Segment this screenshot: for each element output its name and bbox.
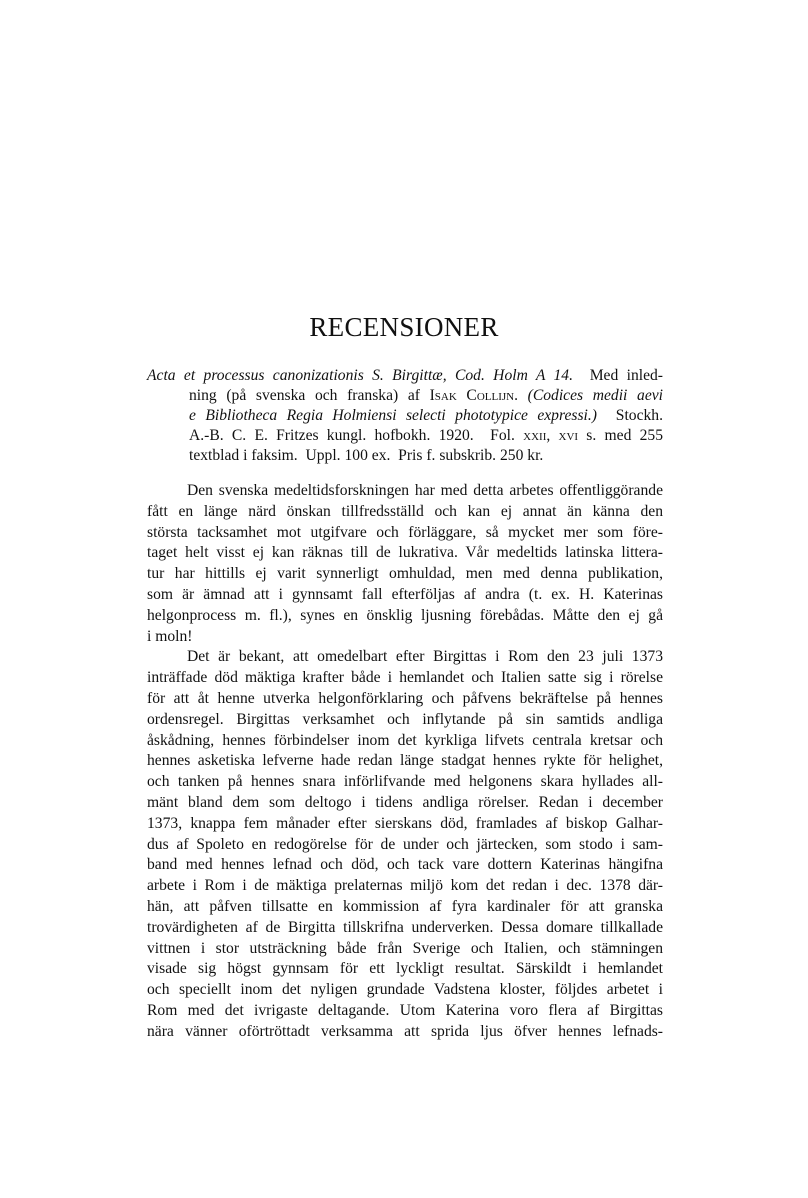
citation-text: s. med 255 — [578, 427, 664, 444]
citation-text: ning (på svenska och franska) af — [189, 387, 430, 404]
body-line: taget helt visst ej kan räknas till de lukrativa. Vår medeltids latinska littera- — [147, 544, 663, 562]
citation-line — [189, 426, 663, 446]
body-line: som är ämnad att i gynnsamt fall efterföljas af andra (t. ex. H. Katerinas — [147, 585, 663, 603]
body-line: i moln! — [147, 627, 193, 645]
body-line: och tanken på hennes snara införlifvande med helgonens skara hyllades all- — [147, 773, 663, 791]
citation-author: Isak Collijn. — [429, 387, 519, 404]
citation-line — [147, 366, 663, 386]
body-line: åskådning, hennes förbindelser inom det kyrkliga lifvets centrala kretsar och — [147, 731, 663, 749]
review-body — [147, 481, 663, 1043]
citation-pages: xxii, xvi — [523, 427, 579, 444]
page-heading: RECENSIONER — [309, 312, 499, 342]
body-line: Den svenska medeltidsforskningen har med detta arbetes offentliggörande — [187, 482, 663, 499]
body-line: hennes asketiska lefverne hade redan länge stadgat hennes rykte för helighet, — [147, 752, 663, 770]
body-line: Det är bekant, att omedelbart efter Birgittas i Rom den 23 juli 1373 — [187, 648, 663, 666]
body-line: helgonprocess m. fl.), synes en önsklig ljusning förebådas. Måtte den ej gå — [147, 606, 663, 624]
citation-line — [189, 386, 663, 406]
bibliographic-citation — [147, 366, 663, 466]
body-line: största tacksamhet mot utgifvare och förläggare, så mycket mer som före- — [147, 523, 663, 541]
body-line: fått en länge närd önskan tillfredsställd och kan ej annat än känna den — [147, 502, 663, 520]
body-line: och speciellt inom det nyligen grundade Vadstena kloster, följdes arbetet i — [147, 981, 663, 999]
body-line: trovärdigheten af de Birgitta tillskrifna underverken. Dessa domare tillkallade — [147, 918, 663, 936]
body-line: 1373, knappa fem månader efter sierskans död, framlades af biskop Galhar- — [147, 814, 663, 832]
body-line: band med hennes lefnad och död, och tack vare dottern Katerinas hängifna — [147, 856, 663, 874]
body-line: hän, att påfven tillsatte en kommission af fyra kardinaler för att granska — [147, 897, 663, 915]
citation-text: A.-B. C. E. Fritzes kungl. hofbokh. 1920. Fol. — [189, 427, 524, 444]
body-line: tur har hittills ej varit synnerligt omhuldad, men med denna publikation, — [147, 565, 663, 583]
body-line: ordensregel. Birgittas verksamhet och inflytande på sin samtids andliga — [147, 710, 663, 728]
body-line: Rom med det ivrigaste deltagande. Utom Katerina voro flera af Birgittas — [147, 1001, 663, 1019]
body-line: dus af Spoleto en redogörelse för de under och järtecken, som stodo i sam- — [147, 835, 663, 853]
body-line: visade sig högst gynnsam för ett lyckligt resultat. Särskildt i hemlandet — [147, 960, 663, 978]
body-line: inträffade död mäktiga krafter både i hemlandet och Italien satte sig i rörelse — [147, 669, 663, 687]
citation-series: e Bibliotheca Regia Holmiensi selecti phototypice expressi.) — [189, 407, 597, 424]
body-line: mänt bland dem som deltogo i tidens andliga rörelser. Redan i december — [147, 793, 663, 811]
citation-line — [189, 446, 663, 466]
body-line: nära vänner oförtröttadt verksamma att sprida ljus öfver hennes lefnads- — [147, 1022, 663, 1040]
citation-series: (Codices medii aevi — [518, 387, 663, 404]
citation-line — [189, 406, 663, 426]
citation-text: Stockh. — [596, 407, 663, 424]
body-line: vittnen i stor utsträckning både från Sverige och Italien, och stämningen — [147, 939, 663, 957]
body-line: för att åt henne utverka helgonförklaring och påfvens bekräftelse på hennes — [147, 689, 663, 707]
citation-text: textblad i faksim. Uppl. 100 ex. Pris f. subskrib. 250 kr. — [189, 447, 544, 464]
citation-title: Acta et processus canonizationis S. Birgittæ, Cod. Holm A 14. — [147, 367, 573, 384]
citation-text: Med inled- — [573, 367, 663, 384]
body-line: arbete i Rom i de mäktiga prelaternas miljö kom det redan i dec. 1378 där- — [147, 877, 663, 895]
